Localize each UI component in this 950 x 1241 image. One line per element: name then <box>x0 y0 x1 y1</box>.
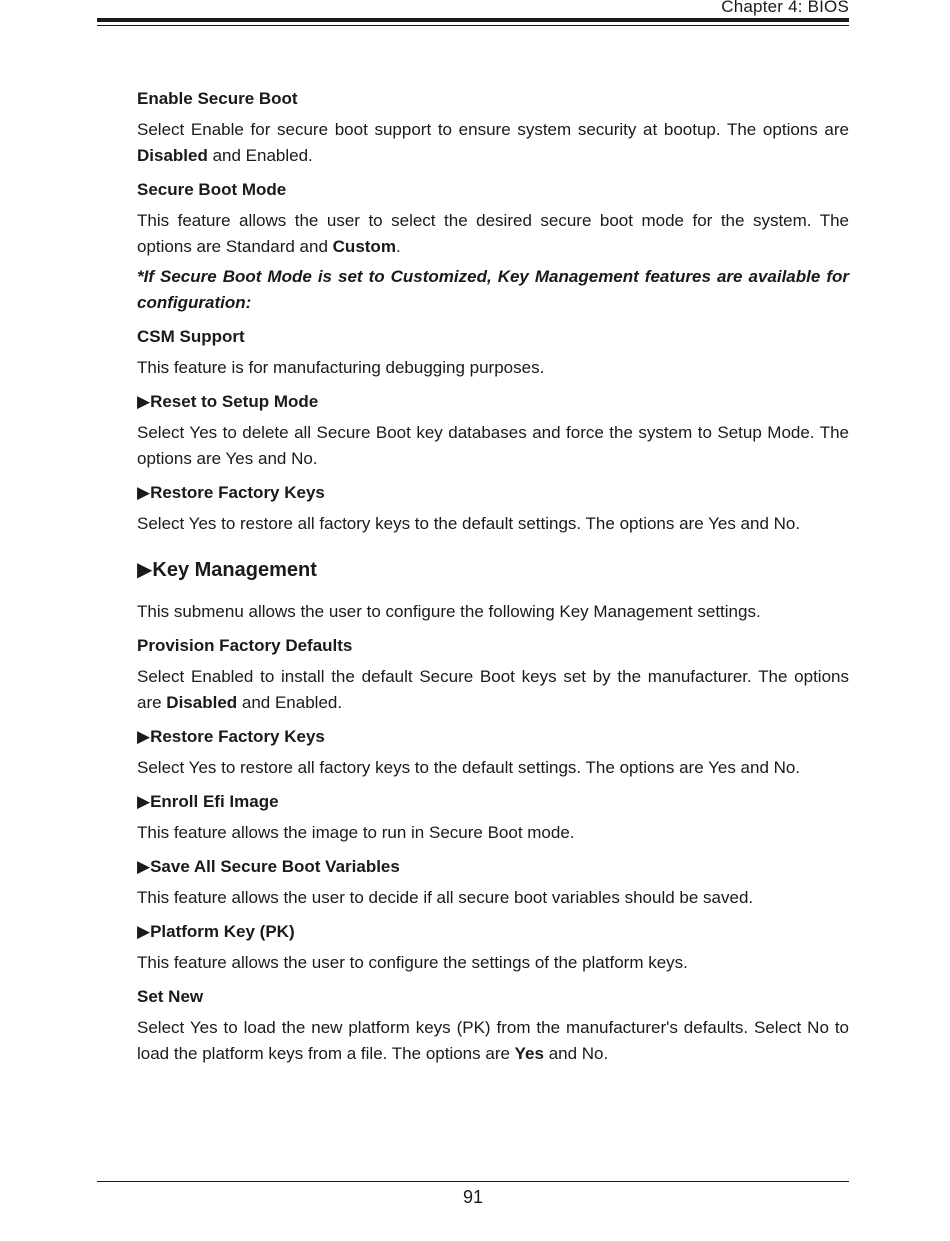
heading-csm-support: CSM Support <box>137 327 245 346</box>
submenu-arrow-icon: ▶ <box>137 559 153 581</box>
para-key-management: This submenu allows the user to configure the following Key Management settings. <box>137 602 761 621</box>
submenu-arrow-icon: ▶ <box>137 792 151 811</box>
submenu-arrow-icon: ▶ <box>137 483 151 502</box>
heading-secure-boot-mode: Secure Boot Mode <box>137 180 287 199</box>
submenu-arrow-icon: ▶ <box>137 857 151 876</box>
submenu-arrow-icon: ▶ <box>137 392 151 411</box>
running-head-chapter-title: Chapter 4: BIOS <box>721 0 849 16</box>
para-enable-secure-boot: Select Enable for secure boot support to ensure system security at bootup. The options are Disabled and Enabled. <box>137 120 849 165</box>
para-provision-factory-defaults: Select Enabled to install the default Secure Boot keys set by the manufacturer. The options are Disabled and Enabled. <box>137 667 849 712</box>
para-reset-to-setup-mode: Select Yes to delete all Secure Boot key databases and force the system to Setup Mode. The options are Yes and No. <box>137 423 849 468</box>
footer-rule <box>97 1181 849 1182</box>
heading-provision-factory-defaults: Provision Factory Defaults <box>137 636 353 655</box>
para-csm-support: This feature is for manufacturing debugging purposes. <box>137 358 545 377</box>
header-rule-thin <box>97 25 849 26</box>
heading-platform-key: ▶Platform Key (PK) <box>137 922 295 941</box>
para-secure-boot-mode: This feature allows the user to select the desired secure boot mode for the system. The options are Standard and Custom. <box>137 211 849 256</box>
para-restore-factory-keys-km: Select Yes to restore all factory keys to the default settings. The options are Yes and No. <box>137 758 801 777</box>
heading-set-new: Set New <box>137 987 204 1006</box>
heading-reset-to-setup-mode: ▶Reset to Setup Mode <box>137 392 319 411</box>
submenu-arrow-icon: ▶ <box>137 727 151 746</box>
para-enroll-efi-image: This feature allows the image to run in Secure Boot mode. <box>137 823 575 842</box>
submenu-arrow-icon: ▶ <box>137 922 151 941</box>
page-number: 91 <box>462 1187 484 1207</box>
section-heading-key-management: ▶Key Management <box>137 559 317 581</box>
para-set-new: Select Yes to load the new platform keys (PK) from the manufacturer's defaults. Select No to load the platform keys from a file. The options are Yes and No. <box>137 1018 849 1063</box>
heading-enable-secure-boot: Enable Secure Boot <box>137 89 298 108</box>
para-restore-factory-keys: Select Yes to restore all factory keys to the default settings. The options are Yes and No. <box>137 514 801 533</box>
para-save-all-secure-boot-variables: This feature allows the user to decide if all secure boot variables should be saved. <box>137 888 754 907</box>
heading-restore-factory-keys-km: ▶Restore Factory Keys <box>137 727 325 746</box>
heading-save-all-secure-boot-variables: ▶Save All Secure Boot Variables <box>137 857 400 876</box>
note-customized-mode: *If Secure Boot Mode is set to Customized, Key Management features are available for configuration: <box>137 267 849 312</box>
header-rule-thick <box>97 18 849 22</box>
heading-enroll-efi-image: ▶Enroll Efi Image <box>137 792 279 811</box>
heading-restore-factory-keys: ▶Restore Factory Keys <box>137 483 325 502</box>
page-body <box>137 88 849 1077</box>
para-platform-key: This feature allows the user to configure the settings of the platform keys. <box>137 953 688 972</box>
